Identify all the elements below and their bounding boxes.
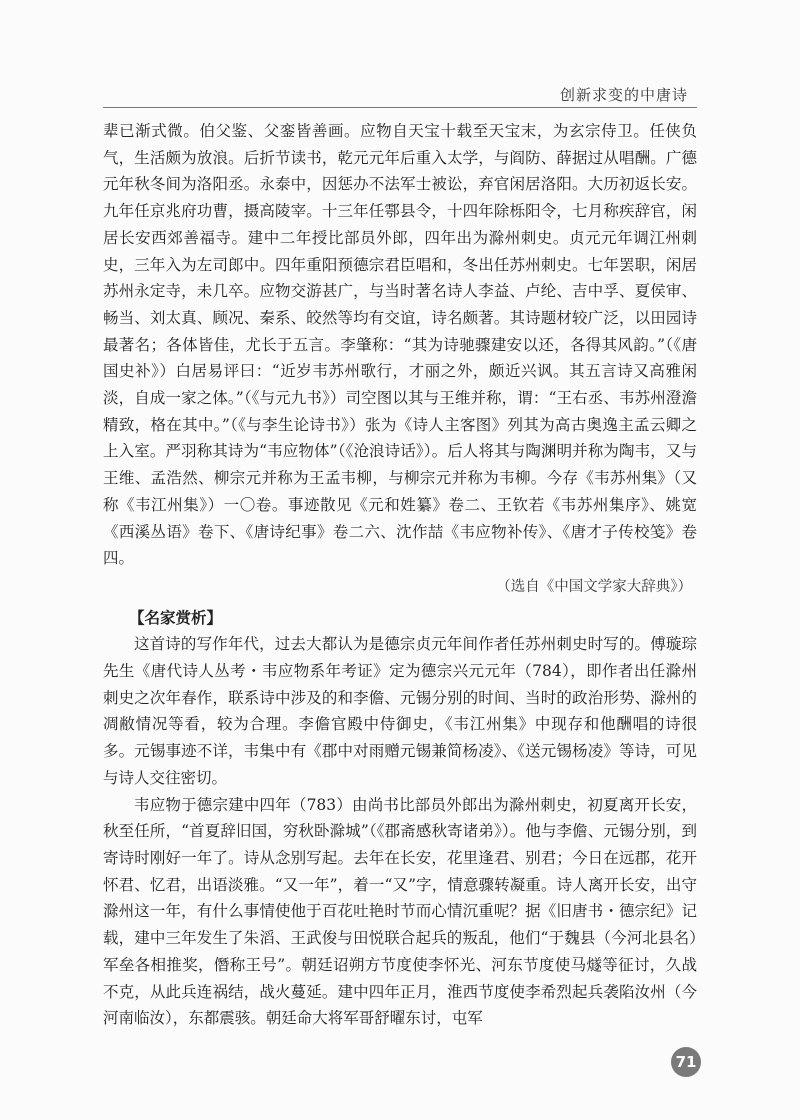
section-heading: 【名家赏析】 (129, 607, 223, 627)
source-citation: （选自《中国文学家大辞典》） (496, 578, 692, 595)
appreciation-paragraph-2: 韦应物于德宗建中四年（783）由尚书比部员外郎出为滁州刺史，初夏离开长安，秋至任所，“首夏辞旧国，穷秋卧滁城”（《郡斋感秋寄诸弟》）。他与李儋、元锡分别，到寄诗时刚好一年了。诗从念别写起。去年在长安，花里逢君、别君；今日在远郡，花开怀君、忆君，出语淡雅。“又一年”，着一“又”字，情意骤转凝重。诗人离开长安，出守滁州这一年，有什么事情使他于百花吐艳时节而心情沉重呢？据《旧唐书・德宗纪》记载，建中三年发生了朱滔、王武俊与田悦联合起兵的叛乱，他们“于魏县（今河北县名）军垒各相推奖，僭称王号”。朝廷诏朔方节度使李怀光、河东节度使马燧等征讨，久战不克，从此兵连祸结，战火蔓延。建中四年正月，淮西节度使李希烈起兵袭陷汝州（今河南临汝），东都震骇。朝廷命大将军哥舒曜东讨，屯军 (103, 795, 697, 1028)
page-body (103, 118, 697, 1032)
header-rule (103, 107, 697, 108)
appreciation-paragraph-1: 这首诗的写作年代，过去大都认为是德宗贞元年间作者任苏州刺史时写的。傅璇琮先生《唐代诗人丛考・韦应物系年考证》定为德宗兴元元年（784），即作者出任滁州刺史之次年春作，联系诗中涉及的和李儋、元锡分别的时间、当时的政治形势、滁州的凋敝情况等看，较为合理。李儋官殿中侍御史，《韦江州集》中现存和他酬唱的诗很多。元锡事迹不详，韦集中有《郡中对雨赠元锡兼简杨凌》、《送元锡杨凌》等诗，可见与诗人交往密切。 (103, 635, 697, 787)
page-number: 71 (671, 1047, 701, 1077)
running-header-title: 创新求变的中唐诗 (559, 86, 688, 104)
biography-paragraph: 辈已渐式微。伯父鉴、父銮皆善画。应物自天宝十载至天宝末，为玄宗侍卫。任侠负气，生活颇为放浪。后折节读书，乾元元年后重入太学，与阎防、薛据过从唱酬。广德元年秋冬间为洛阳丞。永泰中，因惩办不法军士被讼，弃官闲居洛阳。大历初返长安。九年任京兆府功曹，摄高陵宰。十三年任鄠县令，十四年除栎阳令，七月称疾辞官，闲居长安西郊善福寺。建中二年授比部员外郎，四年出为滁州刺史。贞元元年调江州刺史，三年入为左司郎中。四年重阳预德宗君臣唱和，冬出任苏州刺史。七年罢职，闲居苏州永定寺，未几卒。应物交游甚广，与当时著名诗人李益、卢纶、吉中孚、夏侯审、畅当、刘太真、顾况、秦系、皎然等均有交谊，诗名颇著。其诗题材较广泛，以田园诗最著名；各体皆佳，尤长于五言。李肇称：“其为诗驰骤建安以还，各得其风韵。”（《唐国史补》）白居易评曰：“近岁韦苏州歌行，才丽之外，颇近兴讽。其五言诗又高雅闲淡，自成一家之体。”（《与元九书》）司空图以其与王维并称，谓：“王右丞、韦苏州澄澹精致，格在其中。”（《与李生论诗书》）张为《诗人主客图》列其为高古奥逸主孟云卿之上入室。严羽称其诗为“韦应物体”（《沧浪诗话》）。后人将其与陶渊明并称为陶韦，又与王维、孟浩然、柳宗元并称为王孟韦柳，与柳宗元并称为韦柳。今存《韦苏州集》（又称《韦江州集》）一〇卷。事迹散见《元和姓纂》卷二、王钦若《韦苏州集序》、姚宽《西溪丛语》卷下、《唐诗纪事》卷二六、沈作喆《韦应物补传》、《唐才子传校笺》卷四。 (103, 122, 697, 568)
